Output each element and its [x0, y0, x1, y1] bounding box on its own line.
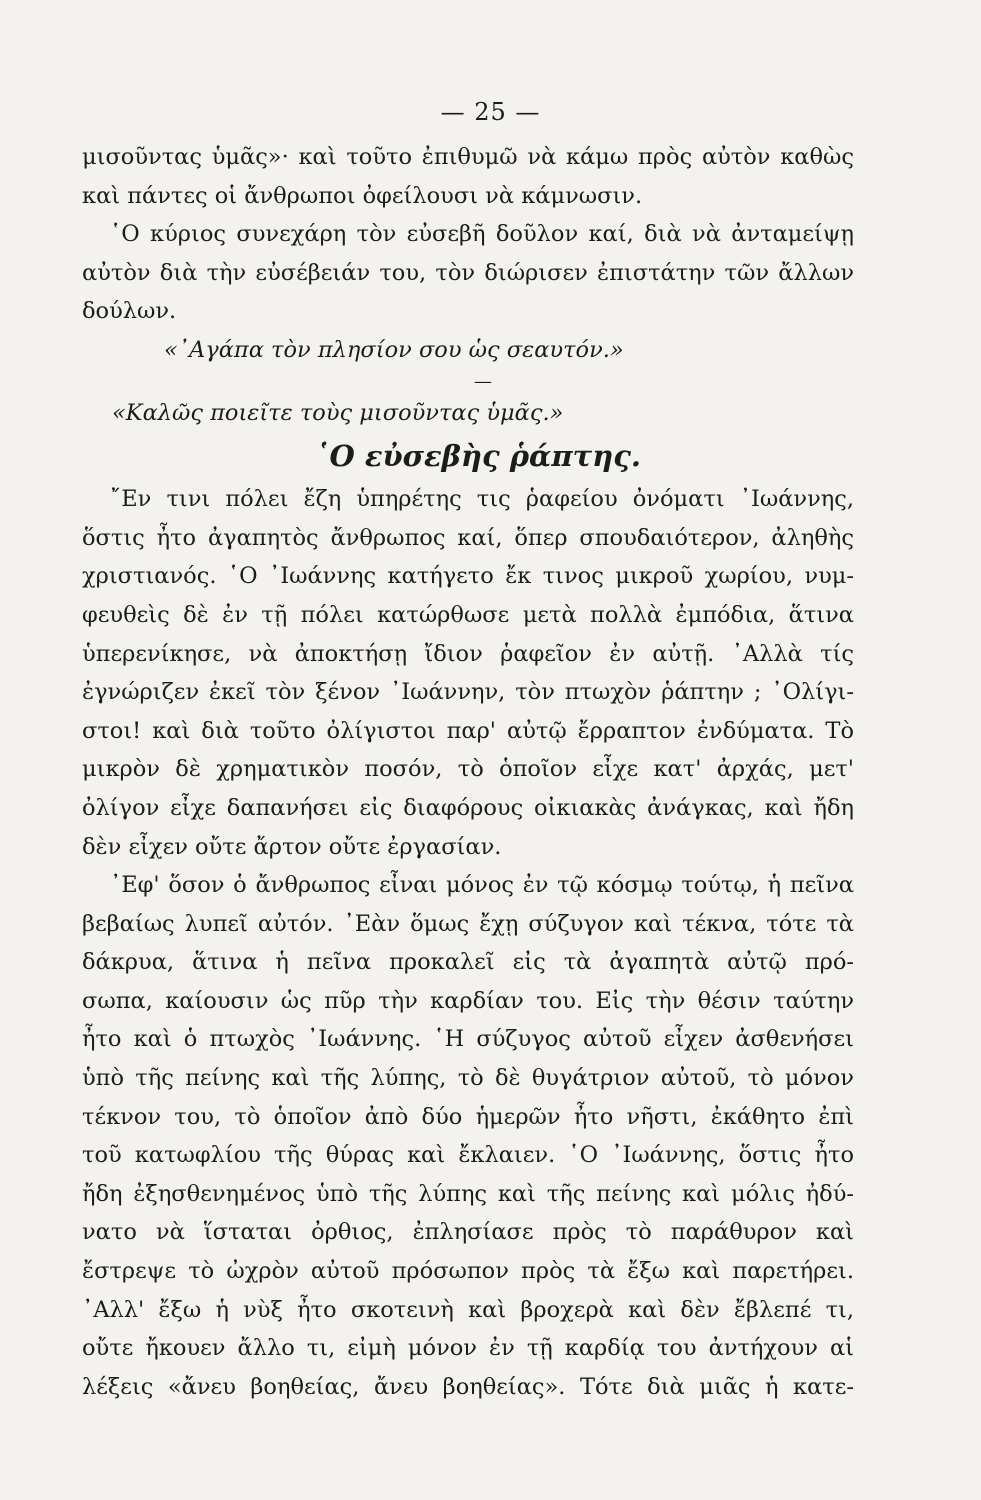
text-line: δούλων.	[82, 298, 177, 325]
text-line: μισοῦντας ὑμᾶς»· καὶ τοῦτο ἐπιθυμῶ νὰ κάμω πρὸς αὐτὸν καθὼς	[82, 144, 854, 170]
page-number: — 25 —	[440, 98, 541, 126]
text-line: βεβαίως λυπεῖ αὐτόν. ᾿Εὰν ὅμως ἔχῃ σύζυγον καὶ τέκνα, τότε τὰ	[82, 910, 854, 937]
text-line: δὲν εἶχεν οὔτε ἄρτον οὔτε ἐργασίαν.	[82, 833, 502, 860]
text-line: ὅστις ἦτο ἀγαπητὸς ἄνθρωπος καί, ὅπερ σπουδαιότερον, ἀληθὴς	[82, 524, 854, 551]
text-line: λέξεις «ἄνευ βοηθείας, ἄνευ βοηθείας». Τότε διὰ μιᾶς ἡ κατε-	[82, 1373, 854, 1400]
text-line: ᾿Εφ' ὅσον ὁ ἄνθρωπος εἶναι μόνος ἐν τῷ κόσμῳ τούτῳ, ἡ πεῖνα	[110, 872, 854, 899]
text-line: δάκρυα, ἅτινα ἡ πεῖνα προκαλεῖ εἰς τὰ ἀγαπητὰ αὐτῷ πρό-	[82, 949, 854, 976]
text-line: ῎Εν τινι πόλει ἔζη ὑπηρέτης τις ῥαφείου ὀνόματι ᾿Ιωάννης,	[110, 486, 854, 513]
text-line: μικρὸν δὲ χρηματικὸν ποσόν, τὸ ὁποῖον εἶχε κατ' ἀρχάς, μετ'	[82, 756, 854, 783]
text-line: τοῦ κατωφλίου τῆς θύρας καὶ ἔκλαιεν. ῾Ο ᾿Ιωάννης, ὅστις ἦτο	[82, 1142, 854, 1169]
text-line: στοι! καὶ διὰ τοῦτο ὀλίγιστοι παρ' αὐτῷ ἔρραπτον ἐνδύματα. Τὸ	[82, 717, 854, 744]
story-body	[82, 480, 854, 1406]
separator-dash: —	[474, 370, 492, 392]
text-line: ἦτο καὶ ὁ πτωχὸς ᾿Ιωάννης. ῾Η σύζυγος αὐτοῦ εἶχεν ἀσθενήσει	[82, 1026, 854, 1053]
story-title: ῾Ο εὐσεβὴς ῥάπτης.	[315, 439, 641, 474]
text-line: ὀλίγον εἶχε δαπανήσει εἰς διαφόρους οἰκιακὰς ἀνάγκας, καὶ ἤδη	[82, 794, 854, 821]
quote-do-good: «Καλῶς ποιεῖτε τοὺς μισοῦντας ὑμᾶς.»	[112, 399, 564, 426]
text-line: αὐτὸν διὰ τὴν εὐσέβειάν του, τὸν διώρισεν ἐπιστάτην τῶν ἄλλων	[82, 259, 854, 286]
text-line: ὑπὸ τῆς πείνης καὶ τῆς λύπης, τὸ δὲ θυγάτριον αὐτοῦ, τὸ μόνον	[82, 1065, 854, 1092]
text-line: φευθεὶς δὲ ἐν τῇ πόλει κατώρθωσε μετὰ πολλὰ ἐμπόδια, ἅτινα	[82, 601, 854, 628]
text-line: τέκνον του, τὸ ὁποῖον ἀπὸ δύο ἡμερῶν ἦτο νῆστι, ἐκάθητο ἐπὶ	[82, 1103, 854, 1130]
text-block	[82, 138, 854, 1406]
text-line: ἤδη ἐξησθενημένος ὑπὸ τῆς λύπης καὶ τῆς πείνης καὶ μόλις ἠδύ-	[82, 1180, 854, 1207]
text-line: ὑπερενίκησε, νὰ ἀποκτήσῃ ἴδιον ῥαφεῖον ἐν αὐτῇ. ᾿Αλλὰ τίς	[82, 640, 854, 667]
text-line: ᾿Αλλ' ἔξω ἡ νὺξ ἦτο σκοτεινὴ καὶ βροχερὰ καὶ δὲν ἔβλεπέ τι,	[82, 1296, 854, 1323]
text-line: χριστιανός. ῾Ο ᾿Ιωάννης κατήγετο ἔκ τινος μικροῦ χωρίου, νυμ-	[82, 563, 854, 590]
text-line: ῾Ο κύριος συνεχάρη τὸν εὐσεβῆ δοῦλον καί, διὰ νὰ ἀνταμείψῃ	[110, 221, 854, 248]
text-line: σωπα, καίουσιν ὡς πῦρ τὴν καρδίαν του. Εἰς τὴν θέσιν ταύτην	[82, 987, 854, 1014]
opening-paragraph	[82, 138, 854, 331]
text-line: καὶ πάντες οἱ ἄνθρωποι ὀφείλουσι νὰ κάμνωσιν.	[82, 182, 643, 209]
text-line: ἔστρεψε τὸ ὠχρὸν αὐτοῦ πρόσωπον πρὸς τὰ ἔξω καὶ παρετήρει.	[82, 1258, 854, 1285]
text-line: ἐγνώριζεν ἐκεῖ τὸν ξένον ᾿Ιωάννην, τὸν πτωχὸν ῥάπτην ; ᾿Ολίγι-	[82, 679, 854, 706]
text-line: νατο νὰ ἵσταται ὀρθιος, ἐπλησίασε πρὸς τὸ παράθυρον καὶ	[82, 1219, 854, 1246]
quote-love-neighbor: «᾿Αγάπα τὸν πλησίον σου ὡς σεαυτόν.»	[164, 336, 624, 363]
text-line: οὔτε ἤκουεν ἄλλο τι, εἰμὴ μόνον ἐν τῇ καρδίᾳ του ἀντήχουν αἱ	[82, 1335, 854, 1362]
